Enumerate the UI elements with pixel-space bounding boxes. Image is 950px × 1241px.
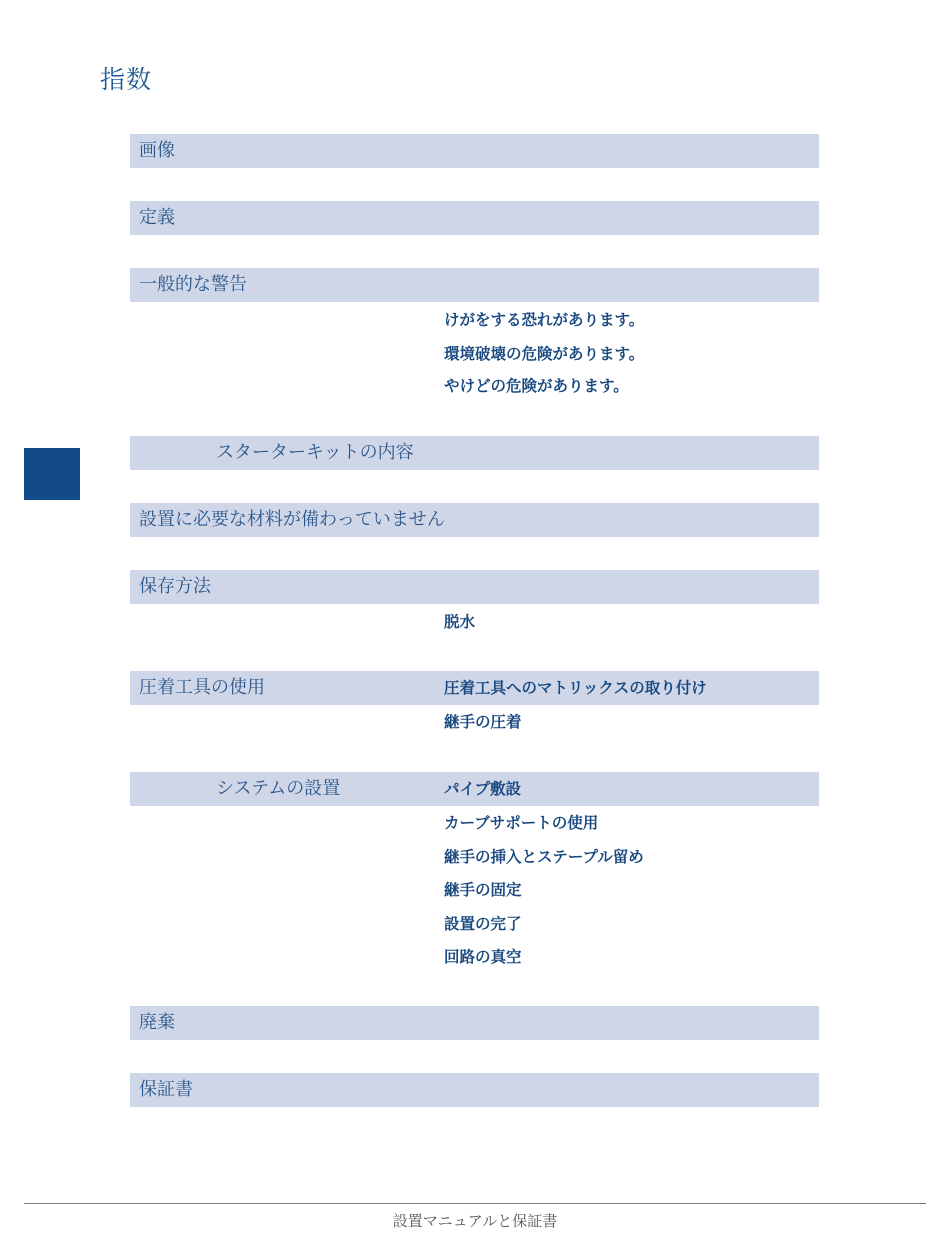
toc-entry[interactable]: 脱水 xyxy=(444,613,476,631)
toc-section-starter-kit xyxy=(130,436,819,470)
footer-divider xyxy=(24,1203,926,1204)
section-bar xyxy=(130,570,819,604)
toc-entry[interactable]: 回路の真空 xyxy=(444,948,522,966)
section-title[interactable]: 画像 xyxy=(139,140,175,161)
toc-section-system-installation xyxy=(130,772,819,966)
toc-section-materials xyxy=(130,503,819,537)
toc-section-general-warnings xyxy=(130,268,819,395)
section-bar xyxy=(130,1006,819,1040)
toc-entry[interactable]: カーブサポートの使用 xyxy=(444,814,599,832)
toc-entry[interactable]: 継手の圧着 xyxy=(444,713,522,731)
chapter-tab-marker xyxy=(24,448,80,500)
page-title: 指数 xyxy=(100,65,153,94)
section-title[interactable]: 廃棄 xyxy=(139,1012,175,1033)
section-bar xyxy=(130,201,819,235)
toc-entry[interactable]: けがをする恐れがあります。 xyxy=(444,311,645,329)
toc-section-warranty xyxy=(130,1073,819,1107)
toc-entry[interactable]: パイプ敷設 xyxy=(444,780,522,798)
section-bar xyxy=(130,134,819,168)
section-bar xyxy=(130,1073,819,1107)
section-title[interactable]: スターターキットの内容 xyxy=(216,442,414,463)
toc-entry[interactable]: 継手の固定 xyxy=(444,881,522,899)
section-title[interactable]: 保存方法 xyxy=(139,576,211,597)
toc-section-disposal xyxy=(130,1006,819,1040)
section-title[interactable]: 設置に必要な材料が備わっていません xyxy=(139,509,445,530)
toc-section-definitions xyxy=(130,201,819,235)
section-title[interactable]: 一般的な警告 xyxy=(139,274,247,295)
footer-text: 設置マニュアルと保証書 xyxy=(392,1212,558,1230)
section-title[interactable]: システムの設置 xyxy=(216,778,341,799)
section-bar xyxy=(130,436,819,470)
toc-entry[interactable]: 圧着工具へのマトリックスの取り付け xyxy=(444,679,707,697)
toc-entry[interactable]: 継手の挿入とステープル留め xyxy=(444,848,644,866)
section-title[interactable]: 定義 xyxy=(139,207,175,228)
toc-section-images xyxy=(130,134,819,168)
toc-entry[interactable]: 設置の完了 xyxy=(444,915,522,933)
toc-entry[interactable]: 環境破壊の危険があります。 xyxy=(444,345,645,363)
section-bar xyxy=(130,268,819,302)
toc-section-storage xyxy=(130,570,819,631)
toc-entry[interactable]: やけどの危険があります。 xyxy=(444,377,629,395)
section-title[interactable]: 保証書 xyxy=(139,1079,193,1100)
toc-section-crimping-tool xyxy=(130,671,819,731)
section-bar xyxy=(130,503,819,537)
section-title[interactable]: 圧着工具の使用 xyxy=(139,677,265,698)
